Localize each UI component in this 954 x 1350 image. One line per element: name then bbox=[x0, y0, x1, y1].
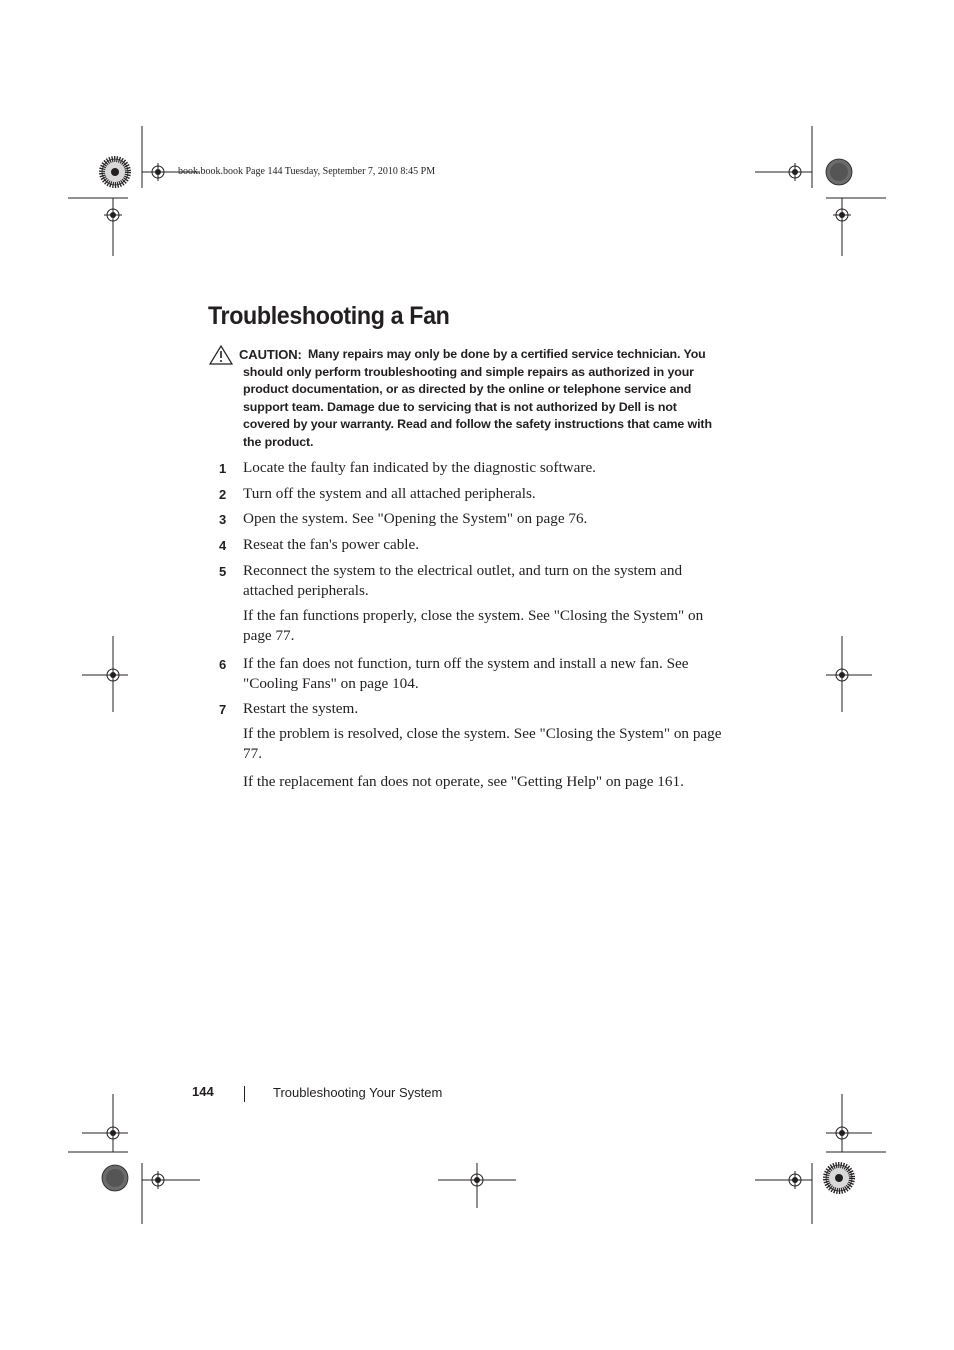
registration-mark-icon bbox=[102, 159, 128, 185]
registration-mark-icon bbox=[104, 1124, 122, 1142]
list-item bbox=[219, 484, 729, 504]
step-text: Open the system. See "Opening the System" on page 76. bbox=[243, 510, 588, 527]
page-number: 144 bbox=[192, 1084, 214, 1099]
page-title: Troubleshooting a Fan bbox=[208, 302, 450, 330]
registration-mark-icon bbox=[104, 206, 122, 224]
step-number: 2 bbox=[219, 487, 227, 502]
registration-mark-icon bbox=[149, 163, 167, 181]
step-text: Locate the faulty fan indicated by the diagnostic software. bbox=[243, 459, 596, 476]
list-item bbox=[219, 654, 729, 693]
registration-mark-icon bbox=[149, 1171, 167, 1189]
registration-mark-icon bbox=[786, 163, 804, 181]
list-item bbox=[219, 535, 729, 555]
footer-divider bbox=[244, 1086, 245, 1102]
registration-mark-icon bbox=[786, 1171, 804, 1189]
step-number: 6 bbox=[219, 657, 227, 672]
step-note: If the problem is resolved, close the system. See "Closing the System" on page 77. bbox=[243, 725, 722, 762]
step-note: If the fan functions properly, close the system. See "Closing the System" on page 77. bbox=[243, 607, 704, 644]
registration-mark-icon bbox=[826, 159, 852, 185]
step-number: 4 bbox=[219, 538, 227, 553]
step-text: If the fan does not function, turn off the system and install a new fan. See "Cooling Fans" on page 104. bbox=[243, 655, 689, 692]
step-text: Reseat the fan's power cable. bbox=[243, 536, 420, 553]
registration-mark-icon bbox=[104, 666, 122, 684]
registration-mark-icon bbox=[833, 666, 851, 684]
list-item bbox=[219, 458, 729, 478]
step-text: Turn off the system and all attached peripherals. bbox=[243, 485, 536, 502]
step-text: Reconnect the system to the electrical outlet, and turn on the system and attached peripherals. bbox=[243, 562, 683, 599]
step-text: Restart the system. bbox=[243, 700, 359, 717]
registration-mark-icon bbox=[102, 1165, 128, 1191]
caution-text: Many repairs may only be done by a certified service technician. You should only perform troubleshooting and simple repairs as authorized in your product documentation, or as directed by the online or telephone service and support team. Damage due to servicing that is not authorized by Dell is not covered by your warranty. Read and follow the safety instructions that came with the product. bbox=[243, 347, 712, 449]
printer-slug-line: book.book.book Page 144 Tuesday, September 7, 2010 8:45 PM bbox=[178, 166, 436, 177]
caution-notice bbox=[239, 346, 721, 452]
registration-mark-icon bbox=[468, 1171, 486, 1189]
step-number: 5 bbox=[219, 564, 227, 579]
list-item bbox=[219, 699, 729, 719]
registration-mark-icon bbox=[826, 1165, 852, 1191]
step-number: 3 bbox=[219, 512, 227, 527]
registration-mark-icon bbox=[833, 1124, 851, 1142]
list-item bbox=[219, 509, 729, 529]
footer-section-title: Troubleshooting Your System bbox=[273, 1085, 443, 1100]
step-number: 7 bbox=[219, 702, 227, 717]
registration-mark-icon bbox=[833, 206, 851, 224]
step-note: If the replacement fan does not operate, see "Getting Help" on page 161. bbox=[243, 773, 684, 790]
caution-label: CAUTION: bbox=[239, 347, 302, 362]
list-item bbox=[219, 561, 729, 600]
step-number: 1 bbox=[219, 461, 227, 476]
caution-triangle-icon bbox=[209, 345, 233, 365]
